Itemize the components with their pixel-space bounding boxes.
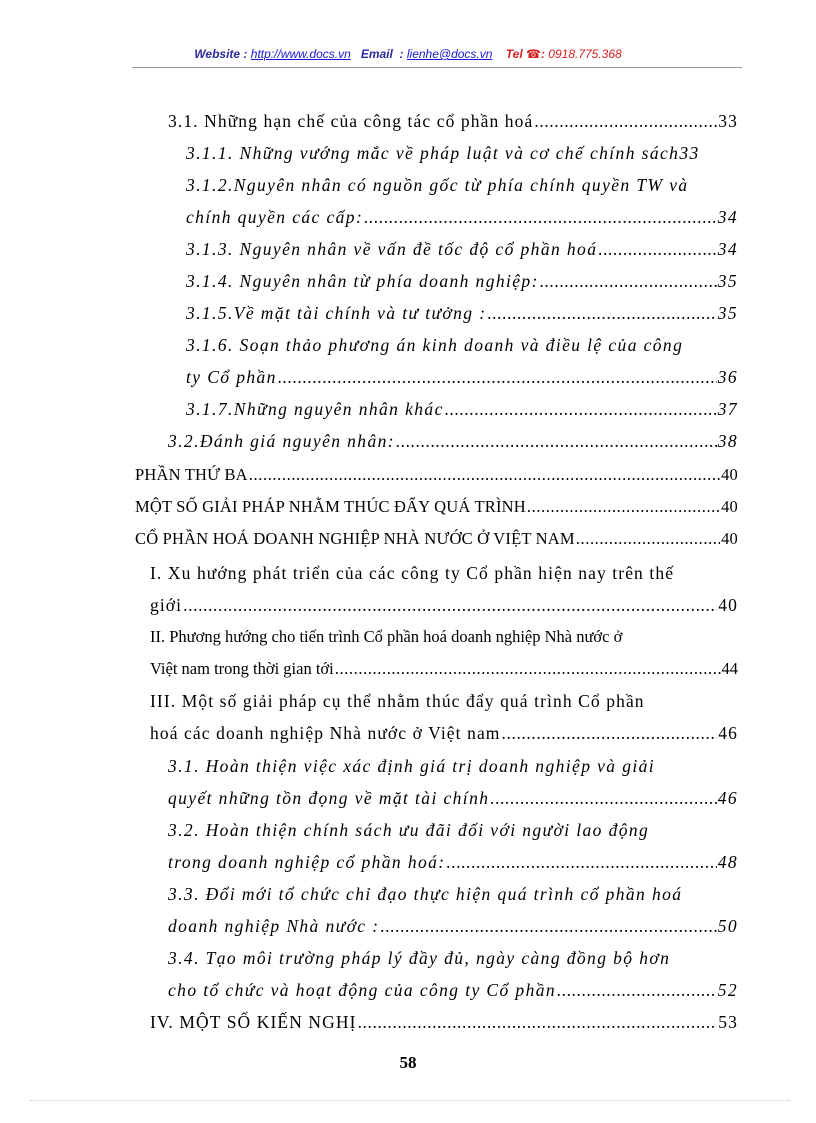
toc-entry[interactable]	[150, 622, 738, 652]
toc-entry-page: 34	[717, 239, 738, 259]
toc-entry-text: 3.1.3. Nguyên nhân về vấn đề tốc độ cổ phần hoá	[186, 239, 598, 259]
toc-entry[interactable]	[186, 202, 738, 232]
toc-entry-page: 53	[718, 1012, 738, 1032]
toc-leader	[358, 1007, 718, 1037]
toc-entry-text: 3.1.7.Những nguyên nhân khác	[186, 399, 444, 419]
toc-entry-text: IV. MỘT SỐ KIẾN NGHỊ	[150, 1012, 357, 1032]
toc-entry[interactable]	[168, 783, 738, 813]
toc-entry[interactable]	[186, 330, 738, 360]
toc-entry-text: giới	[150, 595, 183, 615]
toc-entry-text: I. Xu hướng phát triển của các công ty Cổ phần hiện nay trên thế	[150, 563, 675, 583]
toc-entry-page: 40	[721, 465, 738, 484]
toc-entry[interactable]	[168, 975, 738, 1005]
toc-leader	[490, 783, 716, 813]
toc-entry[interactable]	[168, 815, 738, 845]
toc-entry-page: 48	[717, 852, 738, 872]
toc-entry[interactable]	[135, 460, 738, 490]
toc-leader	[183, 590, 717, 620]
toc-entry-page: 40	[721, 497, 738, 516]
toc-leader	[534, 106, 717, 136]
toc-entry-text: 3.1.1. Những vướng mắc về pháp luật và cơ chế chính sách	[186, 143, 680, 163]
toc-entry-page: 40	[721, 529, 738, 548]
toc-entry[interactable]	[186, 394, 738, 424]
toc-entry-text: ty Cổ phần	[186, 367, 277, 387]
toc-entry-page: 46	[718, 723, 738, 743]
toc-entry-text: PHẦN THỨ BA	[135, 465, 248, 484]
toc-leader	[278, 362, 717, 392]
toc-leader	[527, 492, 720, 522]
toc-entry-text: MỘT SỐ GIẢI PHÁP NHẰM THÚC ĐẨY QUÁ TRÌNH	[135, 497, 526, 516]
toc-entry-text: 3.1. Những hạn chế của công tác cổ phần hoá	[168, 111, 534, 131]
toc-entry-page: 33	[718, 111, 738, 131]
toc-entry[interactable]	[150, 718, 738, 748]
email-separator: :	[399, 47, 404, 61]
toc-entry[interactable]	[168, 106, 738, 136]
toc-entry[interactable]	[168, 426, 738, 456]
toc-entry-text: 3.1.6. Soạn thảo phương án kinh doanh và điều lệ của công	[186, 335, 684, 355]
toc-entry-page: 50	[717, 916, 738, 936]
toc-entry[interactable]	[150, 686, 738, 716]
toc-leader	[447, 847, 717, 877]
toc-entry[interactable]	[186, 362, 738, 392]
toc-entry[interactable]	[186, 170, 738, 200]
toc-leader	[445, 394, 717, 424]
phone-number: 0918.775.368	[548, 47, 622, 61]
toc-entry-text: 3.4. Tạo môi trường pháp lý đầy đủ, ngày càng đồng bộ hơn	[168, 948, 671, 968]
toc-entry-page: 52	[717, 980, 738, 1000]
toc-entry[interactable]	[135, 524, 738, 554]
toc-entry-text: cho tổ chức và hoạt động của công ty Cổ phần	[168, 980, 557, 1000]
toc-entry-text: chính quyền các cấp:	[186, 207, 364, 227]
toc-entry-text: 3.1.5.Về mặt tài chính và tư tưởng :	[186, 303, 487, 323]
toc-leader	[249, 460, 720, 490]
website-link[interactable]: http://www.docs.vn	[250, 47, 351, 61]
toc-entry-text: III. Một số giải pháp cụ thể nhằm thúc đẩy quá trình Cổ phần	[150, 691, 645, 711]
toc-entry-text: 3.1. Hoàn thiện việc xác định giá trị doanh nghiệp và giải	[168, 756, 656, 776]
toc-entry-page: 33	[679, 143, 700, 163]
toc-entry[interactable]	[168, 879, 738, 909]
toc-entry-text: 3.1.4. Nguyên nhân từ phía doanh nghiệp:	[186, 271, 539, 291]
toc-entry[interactable]	[186, 298, 738, 328]
toc-entry[interactable]	[168, 751, 738, 781]
toc-entry-page: 37	[717, 399, 738, 419]
toc-entry[interactable]	[186, 138, 738, 168]
toc-entry[interactable]	[150, 654, 738, 684]
toc-entry-text: hoá các doanh nghiệp Nhà nước ở Việt nam	[150, 723, 501, 743]
toc-leader	[396, 426, 717, 456]
toc-leader	[557, 975, 717, 1005]
toc-entry[interactable]	[186, 266, 738, 296]
toc-entry[interactable]	[168, 911, 738, 941]
toc-entry[interactable]	[168, 943, 738, 973]
toc-entry[interactable]	[135, 492, 738, 522]
toc-entry-text: 3.1.2.Nguyên nhân có nguồn gốc từ phía chính quyền TW và	[186, 175, 689, 195]
toc-entry-page: 38	[717, 431, 738, 451]
toc-entry[interactable]	[168, 847, 738, 877]
email-label: Email	[360, 47, 393, 61]
phone-label: Tel ☎:	[505, 47, 545, 61]
toc-entry-text: quyết những tồn đọng về mặt tài chính	[168, 788, 490, 808]
toc-entry[interactable]	[150, 1007, 738, 1037]
toc-entry[interactable]	[150, 558, 738, 588]
toc-entry[interactable]	[150, 590, 738, 620]
toc-leader	[598, 234, 716, 264]
toc-leader	[335, 654, 721, 684]
toc-leader	[380, 911, 716, 941]
toc-entry-page: 40	[718, 595, 738, 615]
toc-leader	[487, 298, 716, 328]
toc-entry-text: 3.2. Hoàn thiện chính sách ưu đãi đối với người lao động	[168, 820, 650, 840]
toc-entry[interactable]	[186, 234, 738, 264]
website-label: Website :	[194, 47, 248, 61]
toc-entry-page: 44	[721, 659, 738, 678]
toc-entry-page: 35	[717, 271, 738, 291]
toc-entry-text: doanh nghiệp Nhà nước :	[168, 916, 380, 936]
page-number: 58	[399, 1053, 417, 1072]
toc-leader	[502, 718, 718, 748]
email-link[interactable]: lienhe@docs.vn	[406, 47, 493, 61]
toc-entry-text: trong doanh nghiệp cổ phần hoá:	[168, 852, 446, 872]
toc-entry-text: 3.2.Đánh giá nguyên nhân:	[168, 431, 395, 451]
toc-leader	[576, 524, 720, 554]
toc-entry-page: 35	[717, 303, 738, 323]
toc-leader	[540, 266, 717, 296]
toc-entry-text: Việt nam trong thời gian tới	[150, 659, 334, 678]
toc-entry-page: 46	[717, 788, 738, 808]
toc-entry-page: 36	[717, 367, 738, 387]
toc-entry-text: CỔ PHẦN HOÁ DOANH NGHIỆP NHÀ NƯỚC Ở VIỆT NAM	[135, 529, 575, 548]
footer-divider	[30, 1100, 790, 1101]
toc-entry-text: II. Phương hướng cho tiến trình Cổ phần hoá doanh nghiệp Nhà nước ở	[150, 627, 623, 646]
toc-entry-page: 34	[717, 207, 738, 227]
toc-leader	[364, 202, 717, 232]
toc-entry-text: 3.3. Đổi mới tổ chức chỉ đạo thực hiện quá trình cổ phần hoá	[168, 884, 683, 904]
